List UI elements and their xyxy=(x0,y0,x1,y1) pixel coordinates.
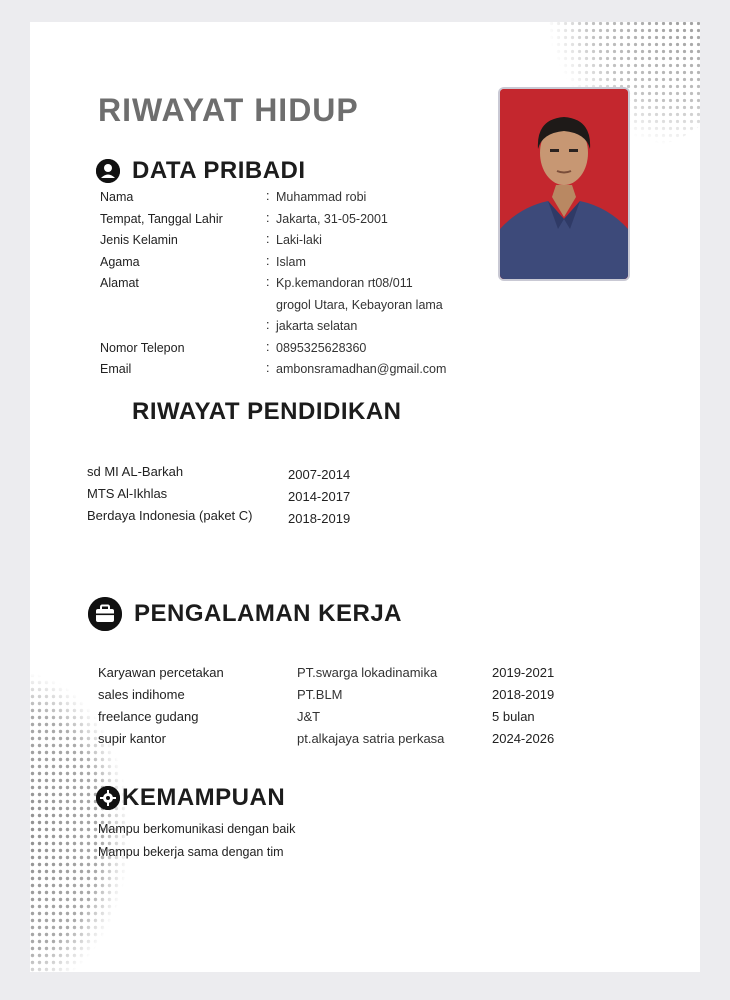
section-heading-data-pribadi xyxy=(96,157,306,185)
heading-text: RIWAYAT PENDIDIKAN xyxy=(132,398,402,425)
field-value: 0895325628360 xyxy=(276,340,367,355)
school-years: 2014-2017 xyxy=(288,489,351,504)
colon: : xyxy=(266,275,270,289)
school-name: MTS Al-Ikhlas xyxy=(87,486,168,501)
briefcase-icon xyxy=(88,597,122,631)
heading-text: PENGALAMAN KERJA xyxy=(134,600,403,627)
field-label: Agama xyxy=(100,254,140,269)
school-years: 2007-2014 xyxy=(288,467,351,482)
field-value: ambonsramadhan@gmail.com xyxy=(276,362,447,376)
page-title: RIWAYAT HIDUP xyxy=(98,92,359,128)
field-value: grogol Utara, Kebayoran lama xyxy=(276,297,443,312)
field-value: Islam xyxy=(276,254,306,269)
heading-text: DATA PRIBADI xyxy=(132,157,306,184)
colon: : xyxy=(266,253,270,268)
job-position: supir kantor xyxy=(98,731,166,746)
job-company: PT.BLM xyxy=(297,687,343,702)
school-years: 2018-2019 xyxy=(288,511,351,526)
colon: : xyxy=(266,361,270,375)
job-period: 2018-2019 xyxy=(492,687,555,702)
colon: : xyxy=(266,189,270,203)
profile-photo xyxy=(500,89,628,279)
school-name: Berdaya Indonesia (paket C) xyxy=(87,508,253,523)
user-icon xyxy=(96,159,120,183)
job-period: 5 bulan xyxy=(492,709,535,724)
job-position: freelance gudang xyxy=(98,709,199,724)
school-name: sd MI AL-Barkah xyxy=(87,464,184,479)
job-company: J&T xyxy=(297,709,321,724)
field-value: Kp.kemandoran rt08/011 xyxy=(276,276,413,290)
field-label: Email xyxy=(100,362,132,376)
field-label: Nomor Telepon xyxy=(100,340,185,355)
field-value: Muhammad robi xyxy=(276,190,367,204)
job-position: sales indihome xyxy=(98,687,185,702)
job-company: pt.alkajaya satria perkasa xyxy=(297,731,445,746)
job-period: 2024-2026 xyxy=(492,731,555,746)
job-period: 2019-2021 xyxy=(492,665,555,680)
job-company: PT.swarga lokadinamika xyxy=(297,665,438,680)
field-label: Tempat, Tanggal Lahir xyxy=(100,211,223,226)
field-value: Laki-laki xyxy=(276,233,322,247)
skill-item: Mampu bekerja sama dengan tim xyxy=(98,845,284,859)
colon: : xyxy=(266,232,270,246)
gear-icon xyxy=(96,786,120,810)
heading-text: KEMAMPUAN xyxy=(122,784,286,811)
colon: : xyxy=(266,339,270,354)
job-position: Karyawan percetakan xyxy=(98,665,224,680)
field-label: Nama xyxy=(100,190,134,204)
section-heading-pengalaman xyxy=(88,597,402,631)
section-heading-kemampuan xyxy=(96,784,285,812)
field-label: Alamat xyxy=(100,276,139,290)
colon: : xyxy=(266,210,270,225)
field-value: jakarta selatan xyxy=(276,319,358,333)
cv-page xyxy=(30,22,700,972)
skill-item: Mampu berkomunikasi dengan baik xyxy=(98,822,296,836)
field-value: Jakarta, 31-05-2001 xyxy=(276,211,388,226)
portrait-image xyxy=(500,89,628,279)
field-label: Jenis Kelamin xyxy=(100,233,178,247)
skills-list xyxy=(98,822,295,868)
colon: : xyxy=(266,318,270,332)
section-heading-pendidikan xyxy=(132,398,401,426)
